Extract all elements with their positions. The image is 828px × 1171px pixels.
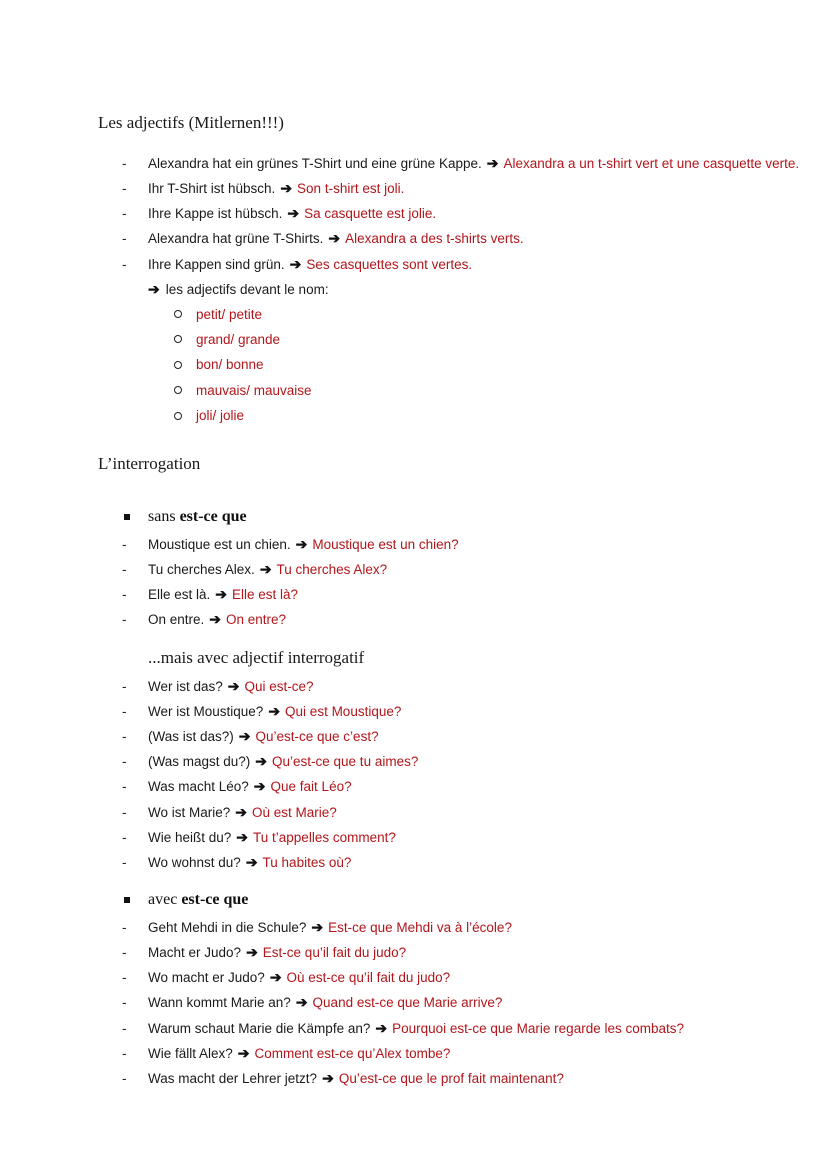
adjective-text: grand/ grande [196,331,281,347]
german-sentence: Wer ist Moustique? [148,703,264,719]
list-item [122,1017,684,1039]
right-arrow-icon: ➔ [255,753,268,770]
right-arrow-icon: ➔ [328,230,341,247]
right-arrow-icon: ➔ [235,803,248,820]
french-translation: Elle est là? [232,586,299,602]
french-translation: Moustique est un chien? [312,536,459,552]
german-sentence: (Was magst du?) [148,754,251,770]
list-item [122,725,379,747]
german-sentence: Wer ist das? [148,678,223,694]
german-sentence: Macht er Judo? [148,944,242,960]
french-translation: Où est Marie? [252,804,337,820]
list-item [122,967,450,989]
section-title-adjectifs: Les adjectifs (Mitlernen!!!) [98,113,284,132]
german-sentence: Moustique est un chien. [148,536,291,552]
adjective-item [174,405,244,427]
right-arrow-icon: ➔ [295,994,308,1011]
right-arrow-icon: ➔ [269,969,282,986]
dash-bullet-icon: - [122,1020,127,1036]
french-translation: Qu’est-ce que tu aimes? [272,754,419,770]
right-arrow-icon: ➔ [311,918,324,935]
german-sentence: Alexandra hat grüne T-Shirts. [148,231,324,247]
list-item [122,609,286,631]
list-item [122,826,396,848]
right-arrow-icon: ➔ [148,280,160,297]
list-item [122,992,502,1014]
circle-bullet-icon [174,335,182,343]
square-bullet-icon [124,514,130,520]
list-item [122,751,418,773]
right-arrow-icon: ➔ [245,853,258,870]
list-item [122,152,799,174]
list-item [122,1043,450,1065]
dash-bullet-icon: - [122,754,127,770]
german-sentence: Ihre Kappen sind grün. [148,256,285,272]
list-item [122,916,512,938]
dash-bullet-icon: - [122,155,127,171]
german-sentence: Wann kommt Marie an? [148,995,291,1011]
square-bullet-icon [124,897,130,903]
dash-bullet-icon: - [122,728,127,744]
dash-bullet-icon: - [122,1046,127,1061]
german-sentence: Alexandra hat ein grünes T-Shirt und eine grüne Kappe. [148,155,482,171]
right-arrow-icon: ➔ [295,535,308,552]
right-arrow-icon: ➔ [289,255,302,272]
french-translation: Est-ce que Mehdi va à l’école? [328,919,512,935]
right-arrow-icon: ➔ [486,154,499,171]
note-text: les adjectifs devant le nom: [165,281,329,297]
german-sentence: Geht Mehdi in die Schule? [148,919,307,935]
german-sentence: On entre. [148,612,205,628]
right-arrow-icon: ➔ [280,179,293,196]
french-translation: Qui est Moustique? [285,703,402,719]
dash-bullet-icon: - [122,206,127,222]
german-sentence: Wie heißt du? [148,829,232,845]
french-translation: Sa casquette est jolie. [304,206,437,222]
dash-bullet-icon: - [122,256,127,272]
dash-bullet-icon: - [122,678,127,694]
french-translation: Est-ce qu’il fait du judo? [262,944,407,960]
french-translation: Alexandra a des t-shirts verts. [345,231,524,247]
list-item [122,675,314,697]
german-sentence: Was macht der Lehrer jetzt? [148,1071,318,1087]
list-item [122,533,459,555]
french-translation: Que fait Léo? [270,779,352,795]
list-item [122,941,406,963]
mais-avec-heading: ...mais avec adjectif interrogatif [148,648,365,667]
dash-bullet-icon: - [122,779,127,795]
right-arrow-icon: ➔ [238,727,251,744]
adjective-text: bon/ bonne [196,357,264,373]
dash-bullet-icon: - [122,180,127,196]
french-translation: Tu cherches Alex? [276,561,388,577]
right-arrow-icon: ➔ [322,1070,334,1087]
list-item [122,203,436,225]
dash-bullet-icon: - [122,612,127,628]
list-item [122,177,404,199]
list-item [122,253,472,275]
list-item [122,851,351,873]
french-translation: Son t-shirt est joli. [297,180,405,196]
right-arrow-icon: ➔ [375,1019,388,1036]
french-translation: Pourquoi est-ce que Marie regarde les combats? [392,1020,684,1036]
list-item [122,558,387,580]
dash-bullet-icon: - [122,970,127,986]
dash-bullet-icon: - [122,804,127,820]
sans-label-bold: est-ce que [179,508,247,525]
dash-bullet-icon: - [122,231,127,247]
dash-bullet-icon: - [122,561,127,577]
adjectives-note [148,278,329,300]
german-sentence: Warum schaut Marie die Kämpfe an? [148,1020,371,1036]
list-item [122,776,352,798]
french-translation: On entre? [226,612,287,628]
dash-bullet-icon: - [122,536,127,552]
avec-label-bold: est-ce que [181,891,249,908]
german-sentence: Ihre Kappe ist hübsch. [148,206,283,222]
german-sentence: Ihr T-Shirt ist hübsch. [148,180,276,196]
circle-bullet-icon [174,361,182,369]
list-item [122,801,337,823]
french-translation: Tu habites où? [262,854,352,870]
french-translation: Alexandra a un t-shirt vert et une casquette verte. [503,155,800,171]
circle-bullet-icon [174,310,182,318]
right-arrow-icon: ➔ [237,1045,250,1061]
adjective-text: joli/ jolie [196,408,245,424]
right-arrow-icon: ➔ [215,585,228,602]
dash-bullet-icon: - [122,995,127,1011]
dash-bullet-icon: - [122,1071,127,1087]
adjective-item [174,354,264,376]
adjective-item [174,328,280,350]
list-item [122,583,298,605]
german-sentence: Wo wohnst du? [148,854,241,870]
dash-bullet-icon: - [122,703,127,719]
right-arrow-icon: ➔ [209,611,222,628]
german-sentence: Was macht Léo? [148,779,249,795]
adjective-item [174,379,312,401]
french-translation: Qu’est-ce que c’est? [255,728,379,744]
adjective-text: mauvais/ mauvaise [196,382,312,398]
french-translation: Comment est-ce qu’Alex tombe? [254,1046,451,1061]
german-sentence: Tu cherches Alex. [148,561,255,577]
sans-est-ce-que-heading [124,506,247,528]
german-sentence: Wie fällt Alex? [148,1046,233,1061]
avec-est-ce-que-heading [124,889,248,911]
circle-bullet-icon [174,412,182,420]
list-item [122,700,401,722]
dash-bullet-icon: - [122,829,127,845]
french-translation: Ses casquettes sont vertes. [306,256,473,272]
right-arrow-icon: ➔ [246,943,258,960]
sans-label-prefix: sans [148,508,176,525]
circle-bullet-icon [174,386,182,394]
right-arrow-icon: ➔ [268,702,281,719]
german-sentence: Wo macht er Judo? [148,970,265,986]
section-title-interrogation: L’interrogation [98,454,201,473]
french-translation: Qui est-ce? [244,678,314,694]
german-sentence: Elle est là. [148,586,211,602]
french-translation: Qu’est-ce que le prof fait maintenant? [338,1071,564,1087]
dash-bullet-icon: - [122,944,127,960]
dash-bullet-icon: - [122,919,127,935]
right-arrow-icon: ➔ [259,560,272,577]
french-translation: Quand est-ce que Marie arrive? [312,995,503,1011]
adjective-text: petit/ petite [196,306,263,322]
list-item [122,228,524,250]
right-arrow-icon: ➔ [287,205,300,222]
dash-bullet-icon: - [122,586,127,602]
right-arrow-icon: ➔ [227,677,240,694]
french-translation: Tu t’appelles comment? [253,829,396,845]
german-sentence: (Was ist das?) [148,728,234,744]
french-translation: Où est-ce qu’il fait du judo? [286,970,451,986]
avec-label-prefix: avec [148,891,178,908]
right-arrow-icon: ➔ [253,778,266,795]
list-item [122,1068,564,1090]
dash-bullet-icon: - [122,854,127,870]
right-arrow-icon: ➔ [236,828,249,845]
german-sentence: Wo ist Marie? [148,804,231,820]
adjective-item [174,303,262,325]
